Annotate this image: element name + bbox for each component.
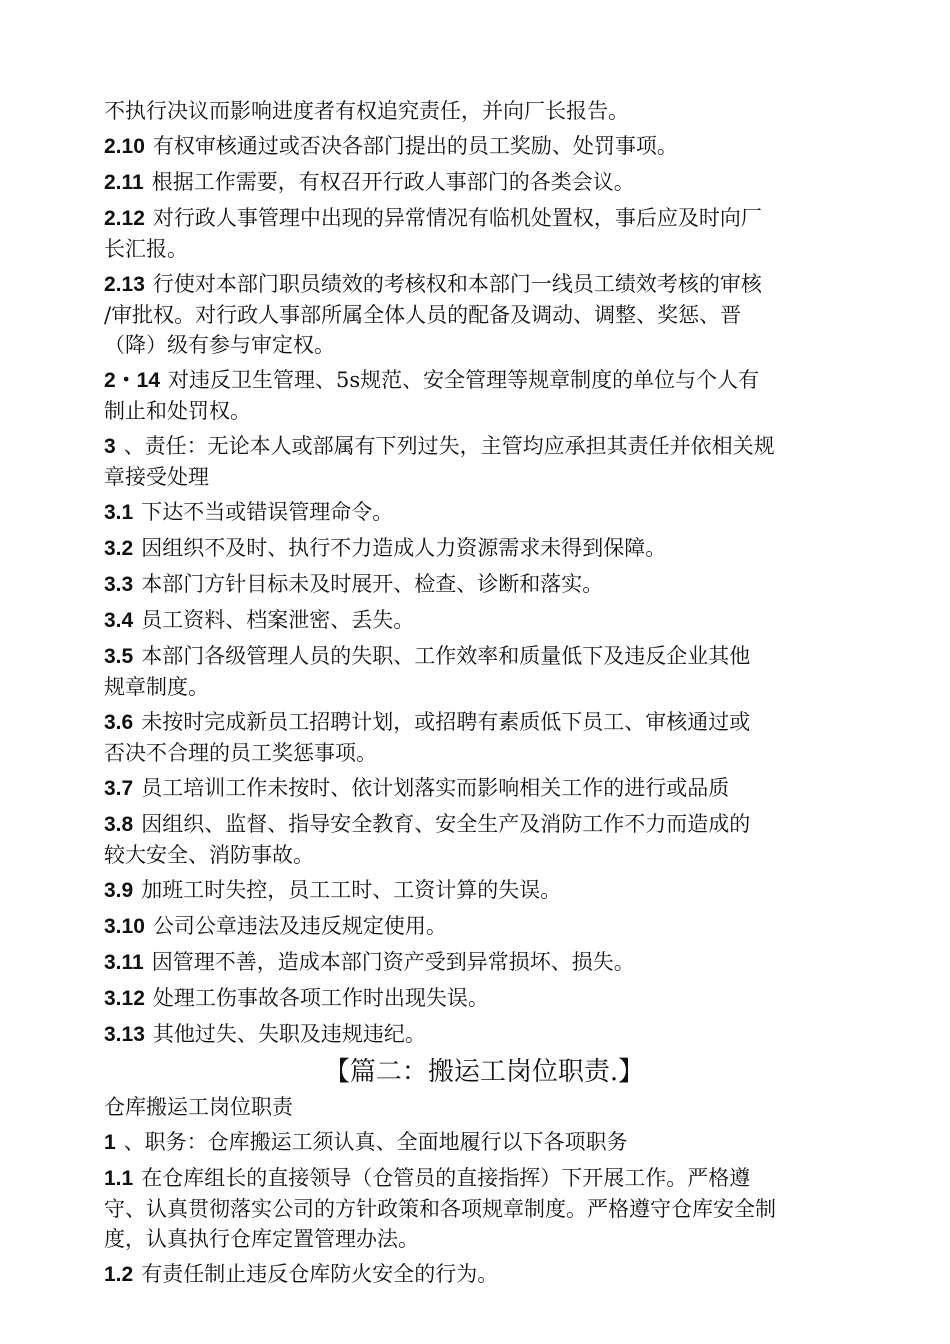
- text-line: [104, 809, 864, 840]
- clause-number: 3.8: [104, 813, 134, 836]
- text-line: [104, 641, 864, 672]
- clause-text: 否决不合理的员工奖惩事项。: [104, 741, 377, 765]
- clause-text: 本部门方针目标未及时展开、检查、诊断和落实。: [141, 572, 604, 596]
- clause-number: 3.10: [104, 915, 145, 938]
- clause-text: 、责任：无论本人或部属有下列过失，主管均应承担其责任并依相关规: [123, 434, 775, 458]
- clause-text: 对行政人事管理中出现的异常情况有临机处置权，事后应及时向厂: [152, 206, 762, 230]
- clause-number: 3.1: [104, 501, 134, 524]
- section-heading: 【篇二：搬运工岗位职责.】: [323, 1057, 645, 1087]
- clause-text: 有责任制止违反仓库防火安全的行为。: [141, 1262, 499, 1286]
- clause-number: 3.5: [104, 645, 134, 668]
- clause-number: 1.1: [104, 1167, 134, 1190]
- text-line: [104, 983, 864, 1014]
- section-duties-responsibilities: [104, 96, 864, 1050]
- text-line: [104, 131, 864, 162]
- clause-number: 3.2: [104, 537, 134, 560]
- clause-number: 3.3: [104, 573, 134, 596]
- text-line: [104, 462, 864, 492]
- text-line: [104, 605, 864, 636]
- clause-text: 下达不当或错误管理命令。: [141, 500, 394, 524]
- text-line: [104, 947, 864, 978]
- text-line: [104, 569, 864, 600]
- text-line: [104, 672, 864, 702]
- clause-number: 2・14: [104, 369, 161, 392]
- clause-number: 2.10: [104, 135, 145, 158]
- text-line: [104, 1092, 864, 1122]
- clause-number: 2.12: [104, 207, 145, 230]
- clause-text: 员工资料、档案泄密、丢失。: [141, 608, 415, 632]
- clause-number: 3: [104, 435, 116, 458]
- clause-text: 因组织不及时、执行不力造成人力资源需求未得到保障。: [141, 536, 667, 560]
- clause-text: （降）级有参与审定权。: [104, 333, 335, 357]
- text-line: [104, 396, 864, 426]
- clause-number: 3.6: [104, 711, 134, 734]
- clause-text: 、职务：仓库搬运工须认真、全面地履行以下各项职务: [123, 1130, 628, 1154]
- text-line: [104, 1259, 864, 1290]
- section-porter-duties: [104, 1092, 864, 1290]
- clause-text: 守、认真贯彻落实公司的方针政策和各项规章制度。严格遵守仓库安全制: [104, 1197, 776, 1221]
- text-line: [104, 875, 864, 906]
- text-line: [104, 533, 864, 564]
- clause-number: 3.9: [104, 879, 134, 902]
- clause-text: 根据工作需要，有权召开行政人事部门的各类会议。: [151, 170, 635, 194]
- clause-text: 对违反卫生管理、5s规范、安全管理等规章制度的单位与个人有: [168, 368, 760, 392]
- clause-text: 公司公章违法及违反规定使用。: [152, 914, 447, 938]
- clause-text: 长汇报。: [104, 237, 188, 261]
- document-page: [104, 96, 864, 1290]
- clause-text: 处理工伤事故各项工作时出现失误。: [152, 986, 489, 1010]
- text-line: [104, 300, 864, 330]
- text-line: [104, 203, 864, 234]
- clause-text: 因组织、监督、指导安全教育、安全生产及消防工作不力而造成的: [141, 812, 751, 836]
- clause-number: 3.13: [104, 1023, 145, 1046]
- clause-text: 员工培训工作未按时、依计划落实而影响相关工作的进行或品质: [141, 776, 730, 800]
- text-line: [104, 1127, 864, 1158]
- clause-text: 章接受处理: [104, 465, 209, 489]
- clause-number: 3.11: [104, 951, 144, 974]
- text-line: [104, 330, 864, 360]
- text-line: [104, 269, 864, 300]
- clause-text: /审批权。对行政人事部所属全体人员的配备及调动、调整、奖惩、晋: [104, 303, 742, 327]
- clause-number: 2.13: [104, 273, 145, 296]
- clause-text: 加班工时失控，员工工时、工资计算的失误。: [141, 878, 562, 902]
- text-line: [104, 1224, 864, 1254]
- clause-text: 本部门各级管理人员的失职、工作效率和质量低下及违反企业其他: [141, 644, 751, 668]
- text-line: [104, 840, 864, 870]
- clause-text: 行使对本部门职员绩效的考核权和本部门一线员工绩效考核的审核: [152, 272, 762, 296]
- clause-text: 因管理不善，造成本部门资产受到异常损坏、损失。: [151, 950, 635, 974]
- text-line: [104, 1019, 864, 1050]
- clause-number: 1: [104, 1131, 116, 1154]
- text-line: [104, 1194, 864, 1224]
- clause-number: 3.12: [104, 987, 145, 1010]
- text-line: [104, 497, 864, 528]
- clause-text: 有权审核通过或否决各部门提出的员工奖励、处罚事项。: [152, 134, 678, 158]
- text-line: [104, 234, 864, 264]
- clause-text: 度，认真执行仓库定置管理办法。: [104, 1227, 419, 1251]
- clause-text: 未按时完成新员工招聘计划，或招聘有素质低下员工、审核通过或: [141, 710, 751, 734]
- text-line: [104, 738, 864, 768]
- clause-text: 制止和处罚权。: [104, 399, 251, 423]
- clause-text: 不执行决议而影响进度者有权追究责任，并向厂长报告。: [104, 99, 629, 123]
- clause-text: 仓库搬运工岗位职责: [104, 1095, 293, 1119]
- text-line: [104, 167, 864, 198]
- clause-text: 规章制度。: [104, 675, 209, 699]
- text-line: [104, 773, 864, 804]
- clause-text: 其他过失、失职及违规违纪。: [152, 1022, 426, 1046]
- clause-number: 1.2: [104, 1263, 134, 1286]
- clause-number: 3.7: [104, 777, 134, 800]
- text-line: [104, 365, 864, 396]
- clause-text: 较大安全、消防事故。: [104, 843, 314, 867]
- clause-text: 在仓库组长的直接领导（仓管员的直接指挥）下开展工作。严格遵: [141, 1166, 751, 1190]
- clause-number: 2.11: [104, 171, 144, 194]
- text-line: [104, 96, 864, 126]
- text-line: [104, 431, 864, 462]
- text-line: [104, 707, 864, 738]
- text-line: [104, 911, 864, 942]
- clause-number: 3.4: [104, 609, 134, 632]
- text-line: [104, 1163, 864, 1194]
